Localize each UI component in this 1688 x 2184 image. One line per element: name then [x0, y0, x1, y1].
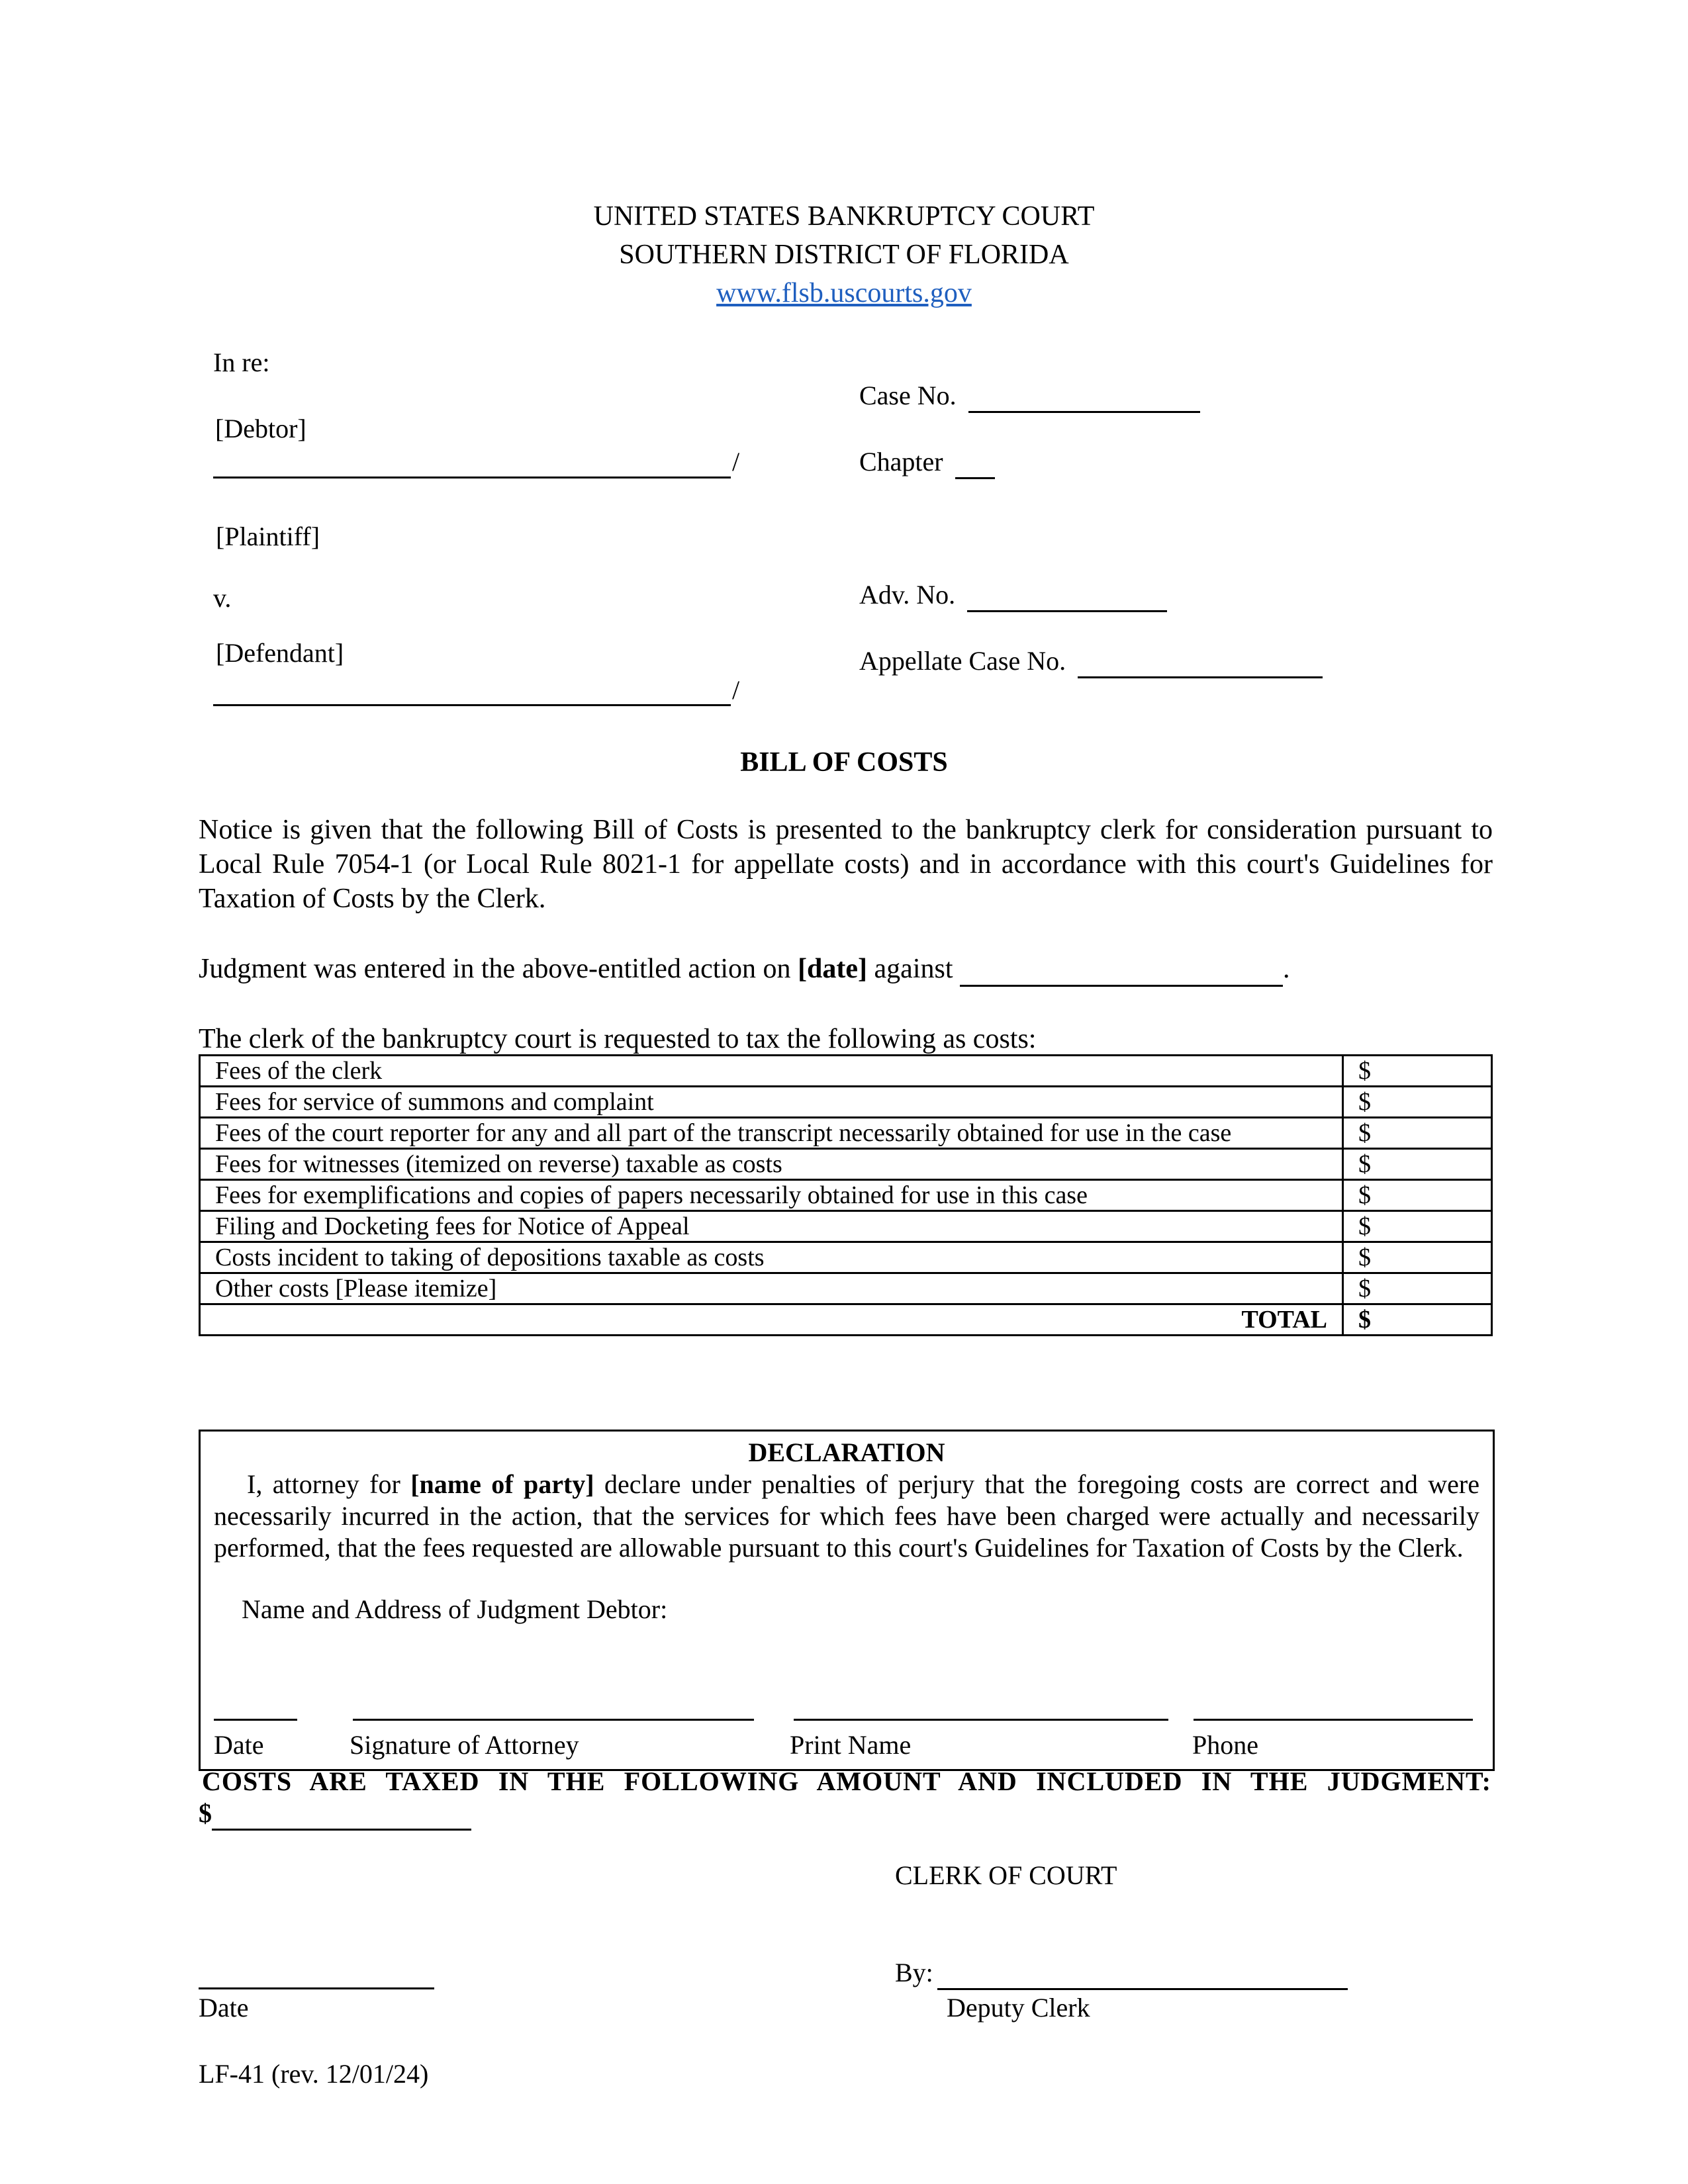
judgment-prefix: Judgment was entered in the above-entitled action on: [199, 954, 798, 984]
appellate-case-field: [859, 645, 1323, 678]
table-row: [200, 1149, 1492, 1180]
declaration-title: DECLARATION: [748, 1437, 945, 1467]
adv-no-blank[interactable]: [967, 579, 1167, 612]
court-website-container: [0, 274, 1688, 312]
cost-item: Fees for witnesses (itemized on reverse) taxable as costs: [200, 1149, 1343, 1180]
declaration-body: [214, 1469, 1479, 1564]
taxed-dollar-sign: $: [199, 1798, 212, 1828]
cost-amount-cell[interactable]: $: [1343, 1056, 1492, 1087]
cost-item: Filing and Docketing fees for Notice of Appeal: [200, 1211, 1343, 1242]
cost-item: Fees for service of summons and complaint: [200, 1087, 1343, 1118]
form-id: LF-41 (rev. 12/01/24): [199, 2059, 429, 2089]
request-line: The clerk of the bankruptcy court is requested to tax the following as costs:: [199, 1024, 1037, 1054]
cost-amount-cell[interactable]: $: [1343, 1242, 1492, 1273]
versus-label: v.: [213, 583, 232, 613]
phone-label: Phone: [1192, 1730, 1258, 1760]
taxed-amount-blank[interactable]: [212, 1797, 471, 1831]
costs-table: [199, 1054, 1493, 1336]
judgment-against-blank[interactable]: [960, 953, 1283, 987]
declaration-box: [199, 1430, 1495, 1771]
adv-no-label: Adv. No.: [859, 580, 956, 610]
clerk-date-line[interactable]: [199, 1987, 434, 1989]
cost-amount-cell[interactable]: $: [1343, 1149, 1492, 1180]
declaration-body-suffix: declare under penalties of perjury that the foregoing costs are correct and were necessarily incurred in the action, that the services for which fees have been charged were actually and necessarily performed, that the fees requested are allowable pursuant to this court's Guidelines for Taxation of Costs by the Clerk.: [214, 1469, 1480, 1563]
cost-item: Fees of the court reporter for any and all part of the transcript necessarily obtained for use in the case: [200, 1118, 1343, 1149]
declaration-body-prefix: I, attorney for: [247, 1469, 411, 1499]
in-re-label: In re:: [213, 347, 270, 377]
signature-label: Signature of Attorney: [350, 1730, 579, 1760]
chapter-field: [859, 446, 995, 479]
document-title: BILL OF COSTS: [740, 747, 948, 778]
cost-item: Costs incident to taking of depositions taxable as costs: [200, 1242, 1343, 1273]
date-line[interactable]: [214, 1719, 297, 1721]
date-label: Date: [214, 1730, 264, 1760]
table-row: [200, 1211, 1492, 1242]
table-row: [200, 1056, 1492, 1087]
print-name-label: Print Name: [790, 1730, 912, 1760]
adv-no-field: [859, 579, 1167, 612]
attorney-signature-line[interactable]: [353, 1719, 754, 1721]
phone-line[interactable]: [1194, 1719, 1473, 1721]
deputy-signature-blank[interactable]: [937, 1957, 1348, 1990]
judgment-debtor-label: Name and Address of Judgment Debtor:: [242, 1594, 668, 1624]
notice-paragraph: Notice is given that the following Bill of Costs is presented to the bankruptcy clerk for consideration pursuant to Local Rule 7054-1 (or Local Rule 8021-1 for appellate costs) and in accordance with this court's Guidelines for Taxation of Costs by the Clerk.: [199, 815, 1493, 914]
court-district-line2: SOUTHERN DISTRICT OF FLORIDA: [619, 240, 1069, 270]
appellate-case-label: Appellate Case No.: [859, 646, 1066, 676]
total-row: [200, 1304, 1492, 1336]
debtor-label: [Debtor]: [215, 414, 306, 443]
by-label: By:: [895, 1958, 933, 1987]
judgment-suffix: against: [867, 954, 960, 984]
judgment-line: [199, 953, 1290, 987]
case-no-label: Case No.: [859, 381, 957, 410]
case-no-field: [859, 380, 1200, 413]
cost-amount-cell[interactable]: $: [1343, 1180, 1492, 1211]
cost-amount-cell[interactable]: $: [1343, 1087, 1492, 1118]
judgment-date-placeholder: [date]: [798, 954, 868, 984]
total-amount-cell[interactable]: $: [1343, 1304, 1492, 1336]
cost-item: Fees for exemplifications and copies of papers necessarily obtained for use in this case: [200, 1180, 1343, 1211]
cost-amount-cell[interactable]: $: [1343, 1118, 1492, 1149]
debtor-signature-line: [213, 477, 731, 478]
case-no-blank[interactable]: [968, 380, 1200, 413]
taxed-amount-field: [199, 1797, 471, 1831]
court-website-link[interactable]: www.flsb.uscourts.gov: [716, 278, 972, 308]
defendant-slash: /: [732, 675, 740, 705]
defendant-label: [Defendant]: [216, 638, 344, 668]
court-name-line1: UNITED STATES BANKRUPTCY COURT: [593, 201, 1095, 232]
chapter-blank[interactable]: [955, 446, 995, 479]
table-row: [200, 1273, 1492, 1304]
table-row: [200, 1242, 1492, 1273]
table-row: [200, 1087, 1492, 1118]
clerk-of-court-label: CLERK OF COURT: [895, 1860, 1117, 1890]
chapter-label: Chapter: [859, 447, 943, 477]
plaintiff-label: [Plaintiff]: [216, 522, 320, 551]
cost-amount-cell[interactable]: $: [1343, 1273, 1492, 1304]
total-label: TOTAL: [200, 1304, 1343, 1336]
print-name-line[interactable]: [794, 1719, 1168, 1721]
cost-item: Other costs [Please itemize]: [200, 1273, 1343, 1304]
by-field: [895, 1957, 1348, 1990]
debtor-slash: /: [732, 447, 740, 477]
table-row: [200, 1118, 1492, 1149]
declaration-party-placeholder: [name of party]: [410, 1469, 594, 1499]
costs-taxed-statement: COSTS ARE TAXED IN THE FOLLOWING AMOUNT AND INCLUDED IN THE JUDGMENT:: [202, 1766, 1491, 1796]
judgment-end: .: [1283, 954, 1290, 984]
clerk-date-label: Date: [199, 1993, 249, 2023]
cost-amount-cell[interactable]: $: [1343, 1211, 1492, 1242]
defendant-signature-line: [213, 704, 731, 706]
deputy-clerk-label: Deputy Clerk: [947, 1993, 1090, 2023]
table-row: [200, 1180, 1492, 1211]
cost-item: Fees of the clerk: [200, 1056, 1343, 1087]
appellate-case-blank[interactable]: [1078, 645, 1323, 678]
